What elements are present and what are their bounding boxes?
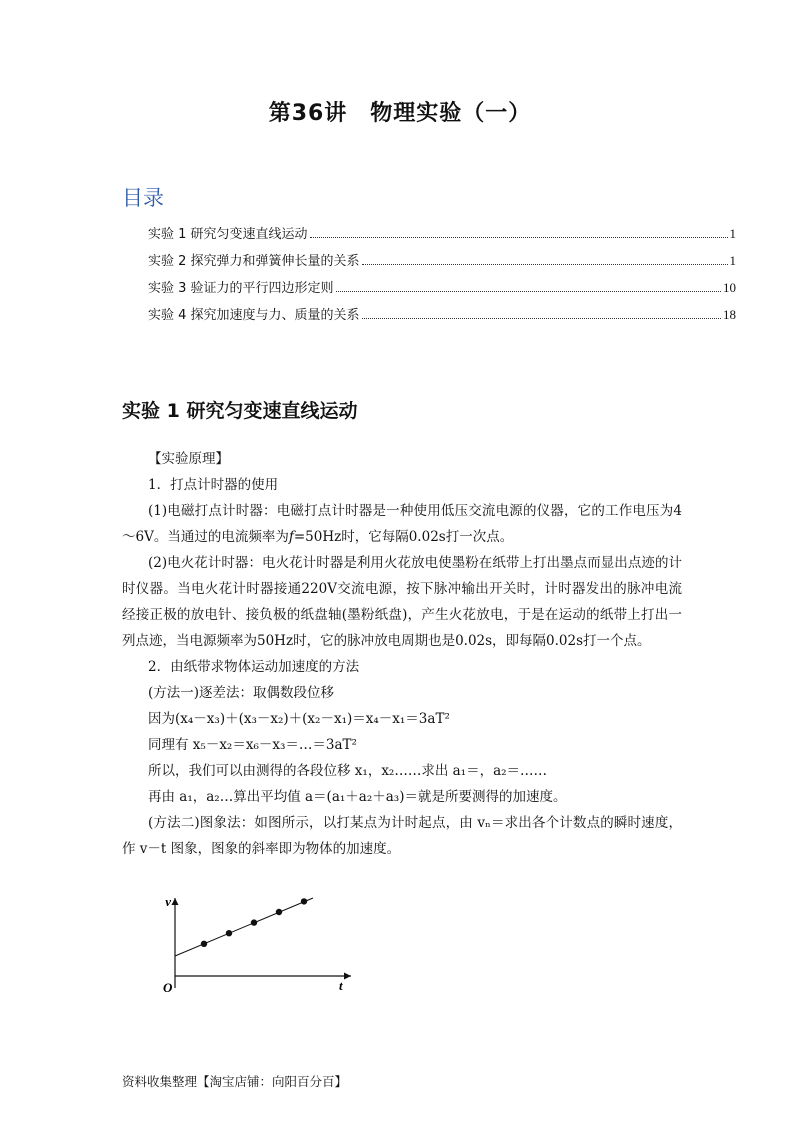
principle-header: 【实验原理】 — [148, 451, 229, 467]
paragraph-electromagnetic-timer — [122, 498, 682, 550]
para1-part-a: (1)电磁打点计时器：电磁打点计时器是一种使用低压交流电源的仪器，它的工作电压为4～6V。当通过的电流频率为 — [122, 503, 682, 545]
data-point-1 — [201, 941, 207, 947]
toc-item-label: 实验 4 探究加速度与力、质量的关系 — [148, 308, 360, 323]
toc-item-label: 实验 2 探究弹力和弹簧伸长量的关系 — [148, 254, 360, 269]
item2-title: 2．由纸带求物体运动加速度的方法 — [148, 659, 360, 675]
data-points — [201, 898, 307, 947]
page-title: 第36讲 物理实验（一） — [268, 101, 532, 126]
toc-item-page: 10 — [723, 280, 736, 295]
fit-line — [175, 898, 313, 956]
toc-item[interactable] — [148, 242, 736, 269]
paragraph-spark-timer: (2)电火花计时器：电火花计时器是利用火花放电使墨粉在纸带上打出墨点而显出点迹的计时仪器。当电火花计时器接通220V交流电源，按下脉冲输出开关时，计时器发出的脉冲电流经接正极的放电针、接负极的纸盘轴(墨粉纸盘)，产生火花放电，于是在运动的纸带上打出一列点迹，当电源频率为50Hz时，它的脉冲放电周期也是0.02s，即每隔0.02s打一个点。 — [122, 555, 682, 649]
toc-item-page: 18 — [723, 307, 736, 322]
para1-part-b: =50Hz时，它每隔0.02s打一次点。 — [293, 529, 514, 545]
data-point-5 — [301, 898, 307, 904]
data-point-2 — [226, 930, 232, 936]
section-title: 实验 1 研究匀变速直线运动 — [122, 400, 358, 422]
item1-title: 1．打点计时器的使用 — [148, 477, 279, 493]
toc-item[interactable] — [148, 269, 736, 296]
v-t-graph — [155, 890, 365, 1000]
toc-item-page: 1 — [729, 226, 736, 241]
formula-2: 同理有 x₅－x₂＝x₆－x₃＝…＝3aT² — [148, 737, 357, 753]
frequency-symbol: f — [288, 529, 294, 545]
toc-leader-dots — [362, 264, 728, 265]
origin-label: O — [163, 980, 173, 995]
data-point-4 — [276, 909, 282, 915]
data-point-3 — [251, 919, 257, 925]
method2-text: (方法二)图象法：如图所示，以打某点为计时起点，由 vₙ＝求出各个计数点的瞬时速度，作 v－t 图象，图象的斜率即为物体的加速度。 — [122, 815, 682, 857]
toc-item[interactable] — [148, 215, 736, 242]
section-body — [122, 446, 682, 862]
line-average: 再由 a₁，a₂…算出平均值 a＝(a₁＋a₂＋a₃)＝就是所要测得的加速度。 — [148, 789, 567, 805]
line-so: 所以，我们可以由测得的各段位移 x₁，x₂……求出 a₁＝，a₂＝…… — [148, 763, 548, 779]
toc-leader-dots — [310, 237, 728, 238]
v-axis-label: v — [165, 894, 171, 909]
toc-item[interactable] — [148, 296, 736, 323]
table-of-contents — [148, 215, 736, 323]
toc-heading: 目录 — [122, 186, 164, 210]
toc-item-label: 实验 1 研究匀变速直线运动 — [148, 227, 308, 242]
toc-leader-dots — [362, 318, 721, 319]
toc-leader-dots — [336, 291, 721, 292]
method1-text: (方法一)逐差法：取偶数段位移 — [148, 685, 335, 701]
formula-1: 因为(x₄－x₃)＋(x₃－x₂)＋(x₂－x₁)＝x₄－x₁＝3aT² — [148, 711, 450, 727]
footer-text: 资料收集整理【淘宝店铺：向阳百分百】 — [122, 1074, 348, 1089]
toc-item-label: 实验 3 验证力的平行四边形定则 — [148, 281, 334, 296]
toc-item-page: 1 — [729, 253, 736, 268]
t-axis-label: t — [339, 978, 343, 993]
